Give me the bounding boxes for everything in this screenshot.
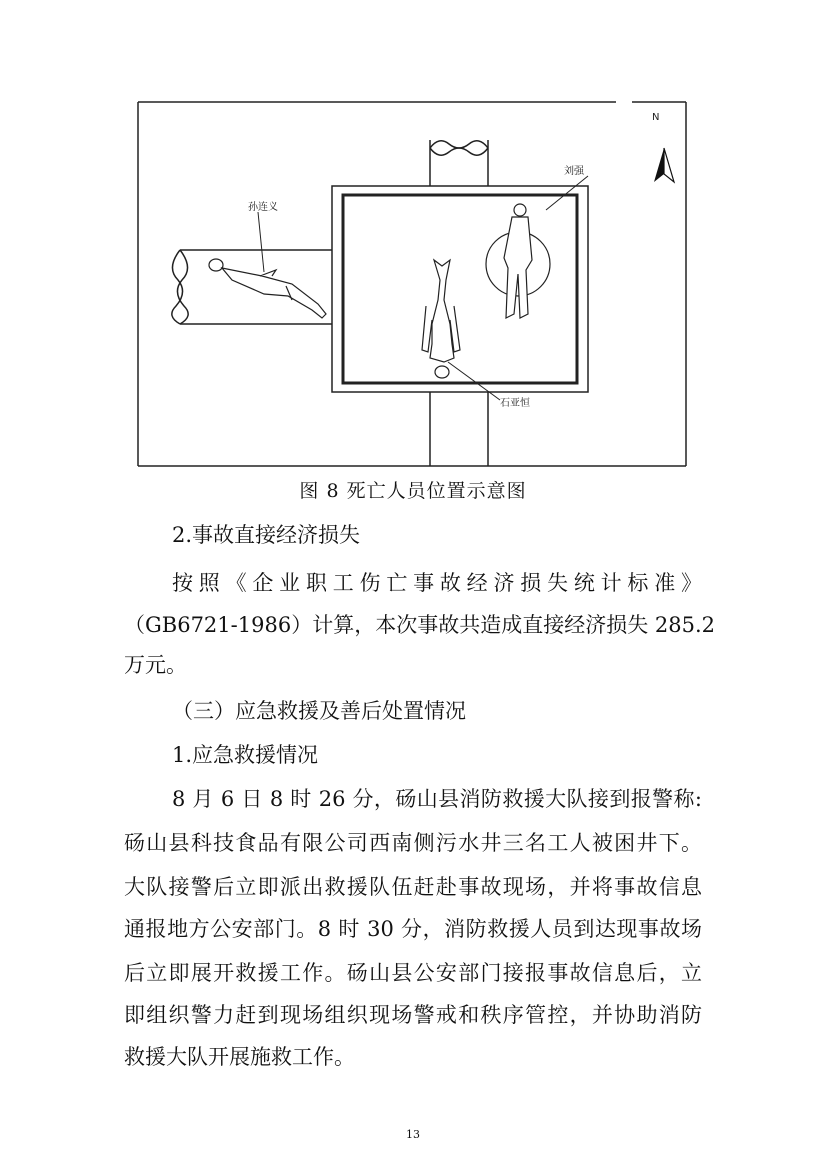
north-label: N [652,112,660,123]
heading-section-3: （三）应急救援及善后处置情况 [172,699,466,723]
paragraph-loss-line-2: （GB6721-1986）计算，本次事故共造成直接经济损失 285.2 [124,613,715,637]
rescue-line-7: 救援大队开展施救工作。 [124,1045,355,1069]
person-left-figure [209,212,326,318]
figure-caption: 图 8 死亡人员位置示意图 [299,480,527,502]
north-arrow-icon [652,112,674,182]
rescue-line-5: 后立即展开救援工作。砀山县公安部门接报事故信息后，立 [124,961,702,985]
label-person-right: 刘强 [564,166,584,177]
heading-rescue: 1.应急救援情况 [172,743,319,767]
accident-diagram [136,100,688,468]
well-inner [343,195,577,383]
page-number: 13 [406,1128,420,1141]
label-person-center: 石亚恒 [500,398,530,409]
rescue-line-3: 大队接警后立即派出救援队伍赶赴事故现场，并将事故信息 [124,875,702,899]
rescue-line-1: 8 月 6 日 8 时 26 分，砀山县消防救援大队接到报警称: [172,787,702,811]
paragraph-loss-line-1: 按照《企业职工伤亡事故经济损失统计标准》 [172,571,702,595]
rescue-line-2: 砀山县科技食品有限公司西南侧污水井三名工人被困井下。 [124,831,702,855]
rescue-line-4: 通报地方公安部门。8 时 30 分，消防救援人员到达现事故场 [124,917,702,941]
label-person-left: 孙连义 [248,202,278,213]
paragraph-loss-line-3: 万元。 [124,653,187,677]
rescue-line-6: 即组织警力赶到现场组织现场警戒和秩序管控，并协助消防 [124,1003,702,1027]
heading-economic-loss: 2.事故直接经济损失 [172,523,361,547]
